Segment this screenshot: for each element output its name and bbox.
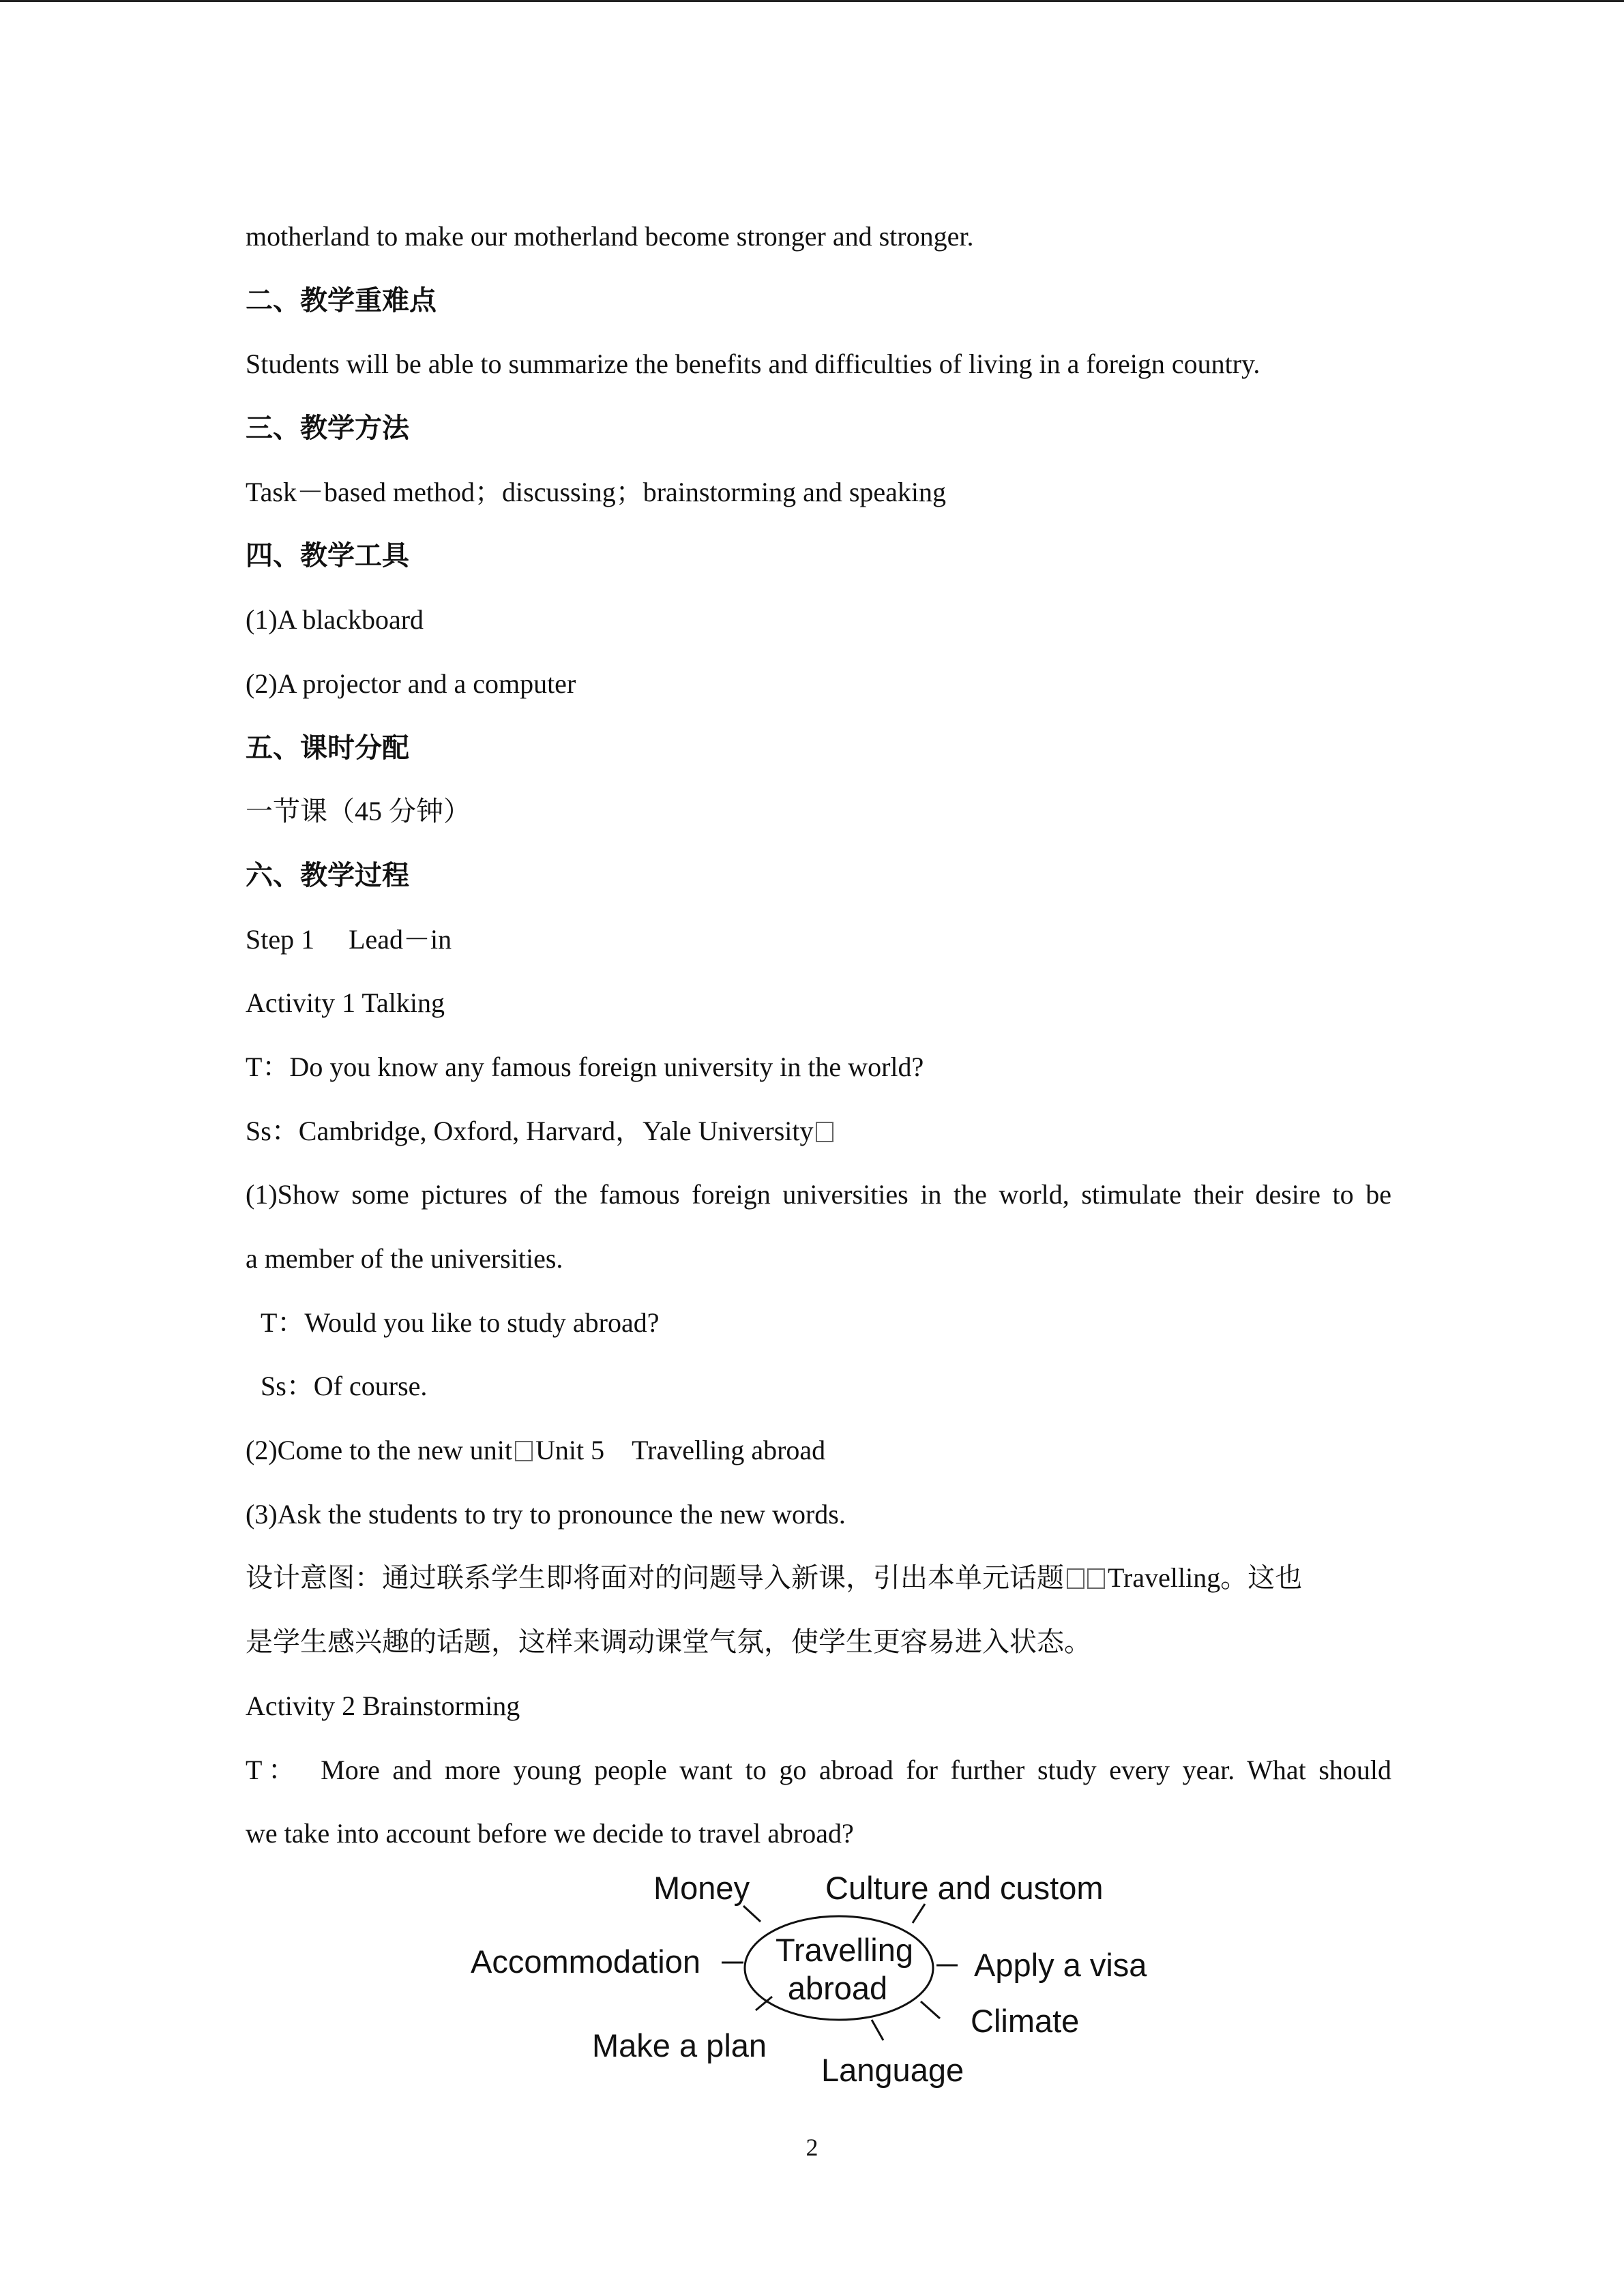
text-line (246, 971, 1391, 1035)
line-text: Step 1 Lead－in (246, 923, 452, 955)
text-line (246, 332, 1391, 396)
branch-visa: Apply a visa (974, 1947, 1147, 1983)
line-text: T：Would you like to study abroad? (261, 1307, 660, 1338)
line-text: 五、课时分配 (246, 732, 409, 763)
line-text: 六、教学过程 (246, 859, 409, 891)
line-text: Activity 2 Brainstorming (246, 1690, 520, 1721)
mind-map-center-line2: abroad (787, 1970, 888, 2006)
section-heading (246, 844, 1391, 908)
missing-glyph-box (1087, 1568, 1105, 1589)
missing-glyph-box (816, 1122, 833, 1142)
line-text: 二、教学重难点 (246, 284, 437, 316)
branch-climate: Climate (971, 2003, 1080, 2039)
section-heading (246, 524, 1391, 588)
text-line (246, 1610, 1391, 1674)
text-line (246, 1354, 1391, 1418)
text-line (246, 652, 1391, 716)
text-line (246, 1738, 1391, 1802)
mind-map (471, 1862, 1166, 2100)
text-line (246, 1163, 1391, 1227)
branch-line-climate (921, 2001, 940, 2018)
branch-language: Language (821, 2052, 964, 2088)
line-text: T： More and more young people want to go abroad for further study every year. What should (246, 1754, 1391, 1785)
section-heading (246, 396, 1391, 460)
branch-money: Money (653, 1870, 750, 1906)
line-text: motherland to make our motherland become stronger and stronger. (246, 221, 974, 252)
section-heading (246, 269, 1391, 333)
text-line (246, 460, 1391, 524)
page-top-border (0, 0, 1624, 2)
line-text: (3)Ask the students to try to pronounce the new words. (246, 1498, 846, 1530)
line-text: a member of the universities. (246, 1243, 563, 1274)
page-number: 2 (806, 2134, 818, 2161)
line-text: (2)Come to the new unit (246, 1435, 513, 1466)
line-text-tail: Unit 5 Travelling abroad (535, 1435, 826, 1466)
line-text: (1)Show some pictures of the famous foreign universities in the world, stimulate their desire to be (246, 1179, 1391, 1210)
text-line (246, 1291, 1391, 1355)
branch-line-money (743, 1906, 761, 1922)
line-text: T：Do you know any famous foreign university in the world? (246, 1051, 924, 1082)
line-text: 是学生感兴趣的话题，这样来调动课堂气氛，使学生更容易进入状态。 (246, 1626, 1091, 1658)
text-line (246, 1482, 1391, 1547)
text-line (246, 1418, 1391, 1482)
branch-line-language (872, 2020, 883, 2040)
text-line (246, 1802, 1391, 1866)
line-text: we take into account before we decide to travel abroad? (246, 1818, 854, 1849)
text-line (246, 1099, 1391, 1163)
line-text-tail: Travelling。这也 (1108, 1562, 1303, 1594)
text-line (246, 908, 1391, 972)
mind-map-center-line1: Travelling (776, 1932, 913, 1968)
branch-line-culture (913, 1904, 925, 1923)
line-text: Ss：Of course. (261, 1371, 428, 1402)
missing-glyph-box (515, 1441, 533, 1461)
line-text: 三、教学方法 (246, 413, 409, 444)
text-line (246, 1546, 1391, 1610)
branch-accommodation: Accommodation (471, 1943, 700, 1980)
line-text: 一节课（45 分钟） (246, 796, 471, 827)
line-text: 设计意图：通过联系学生即将面对的问题导入新课，引出本单元话题 (246, 1562, 1064, 1594)
line-text: 四、教学工具 (246, 540, 409, 571)
line-text: Activity 1 Talking (246, 987, 445, 1019)
line-text: Students will be able to summarize the benefits and difficulties of living in a foreign country. (246, 348, 1260, 380)
line-text: (1)A blackboard (246, 604, 424, 636)
line-text: Task－based method；discussing；brainstorming and speaking (246, 476, 947, 507)
line-text: Ss：Cambridge, Oxford, Harvard，Yale University (246, 1115, 814, 1146)
text-line (246, 205, 1391, 269)
text-line (246, 588, 1391, 652)
line-text: (2)A projector and a computer (246, 668, 576, 699)
missing-glyph-box (1067, 1568, 1084, 1589)
branch-culture: Culture and custom (825, 1870, 1104, 1906)
text-line (246, 1674, 1391, 1738)
branch-plan: Make a plan (592, 2027, 767, 2063)
text-line (246, 779, 1391, 844)
text-line (246, 1227, 1391, 1291)
section-heading (246, 716, 1391, 780)
text-line (246, 1035, 1391, 1099)
document-body (246, 205, 1391, 1866)
